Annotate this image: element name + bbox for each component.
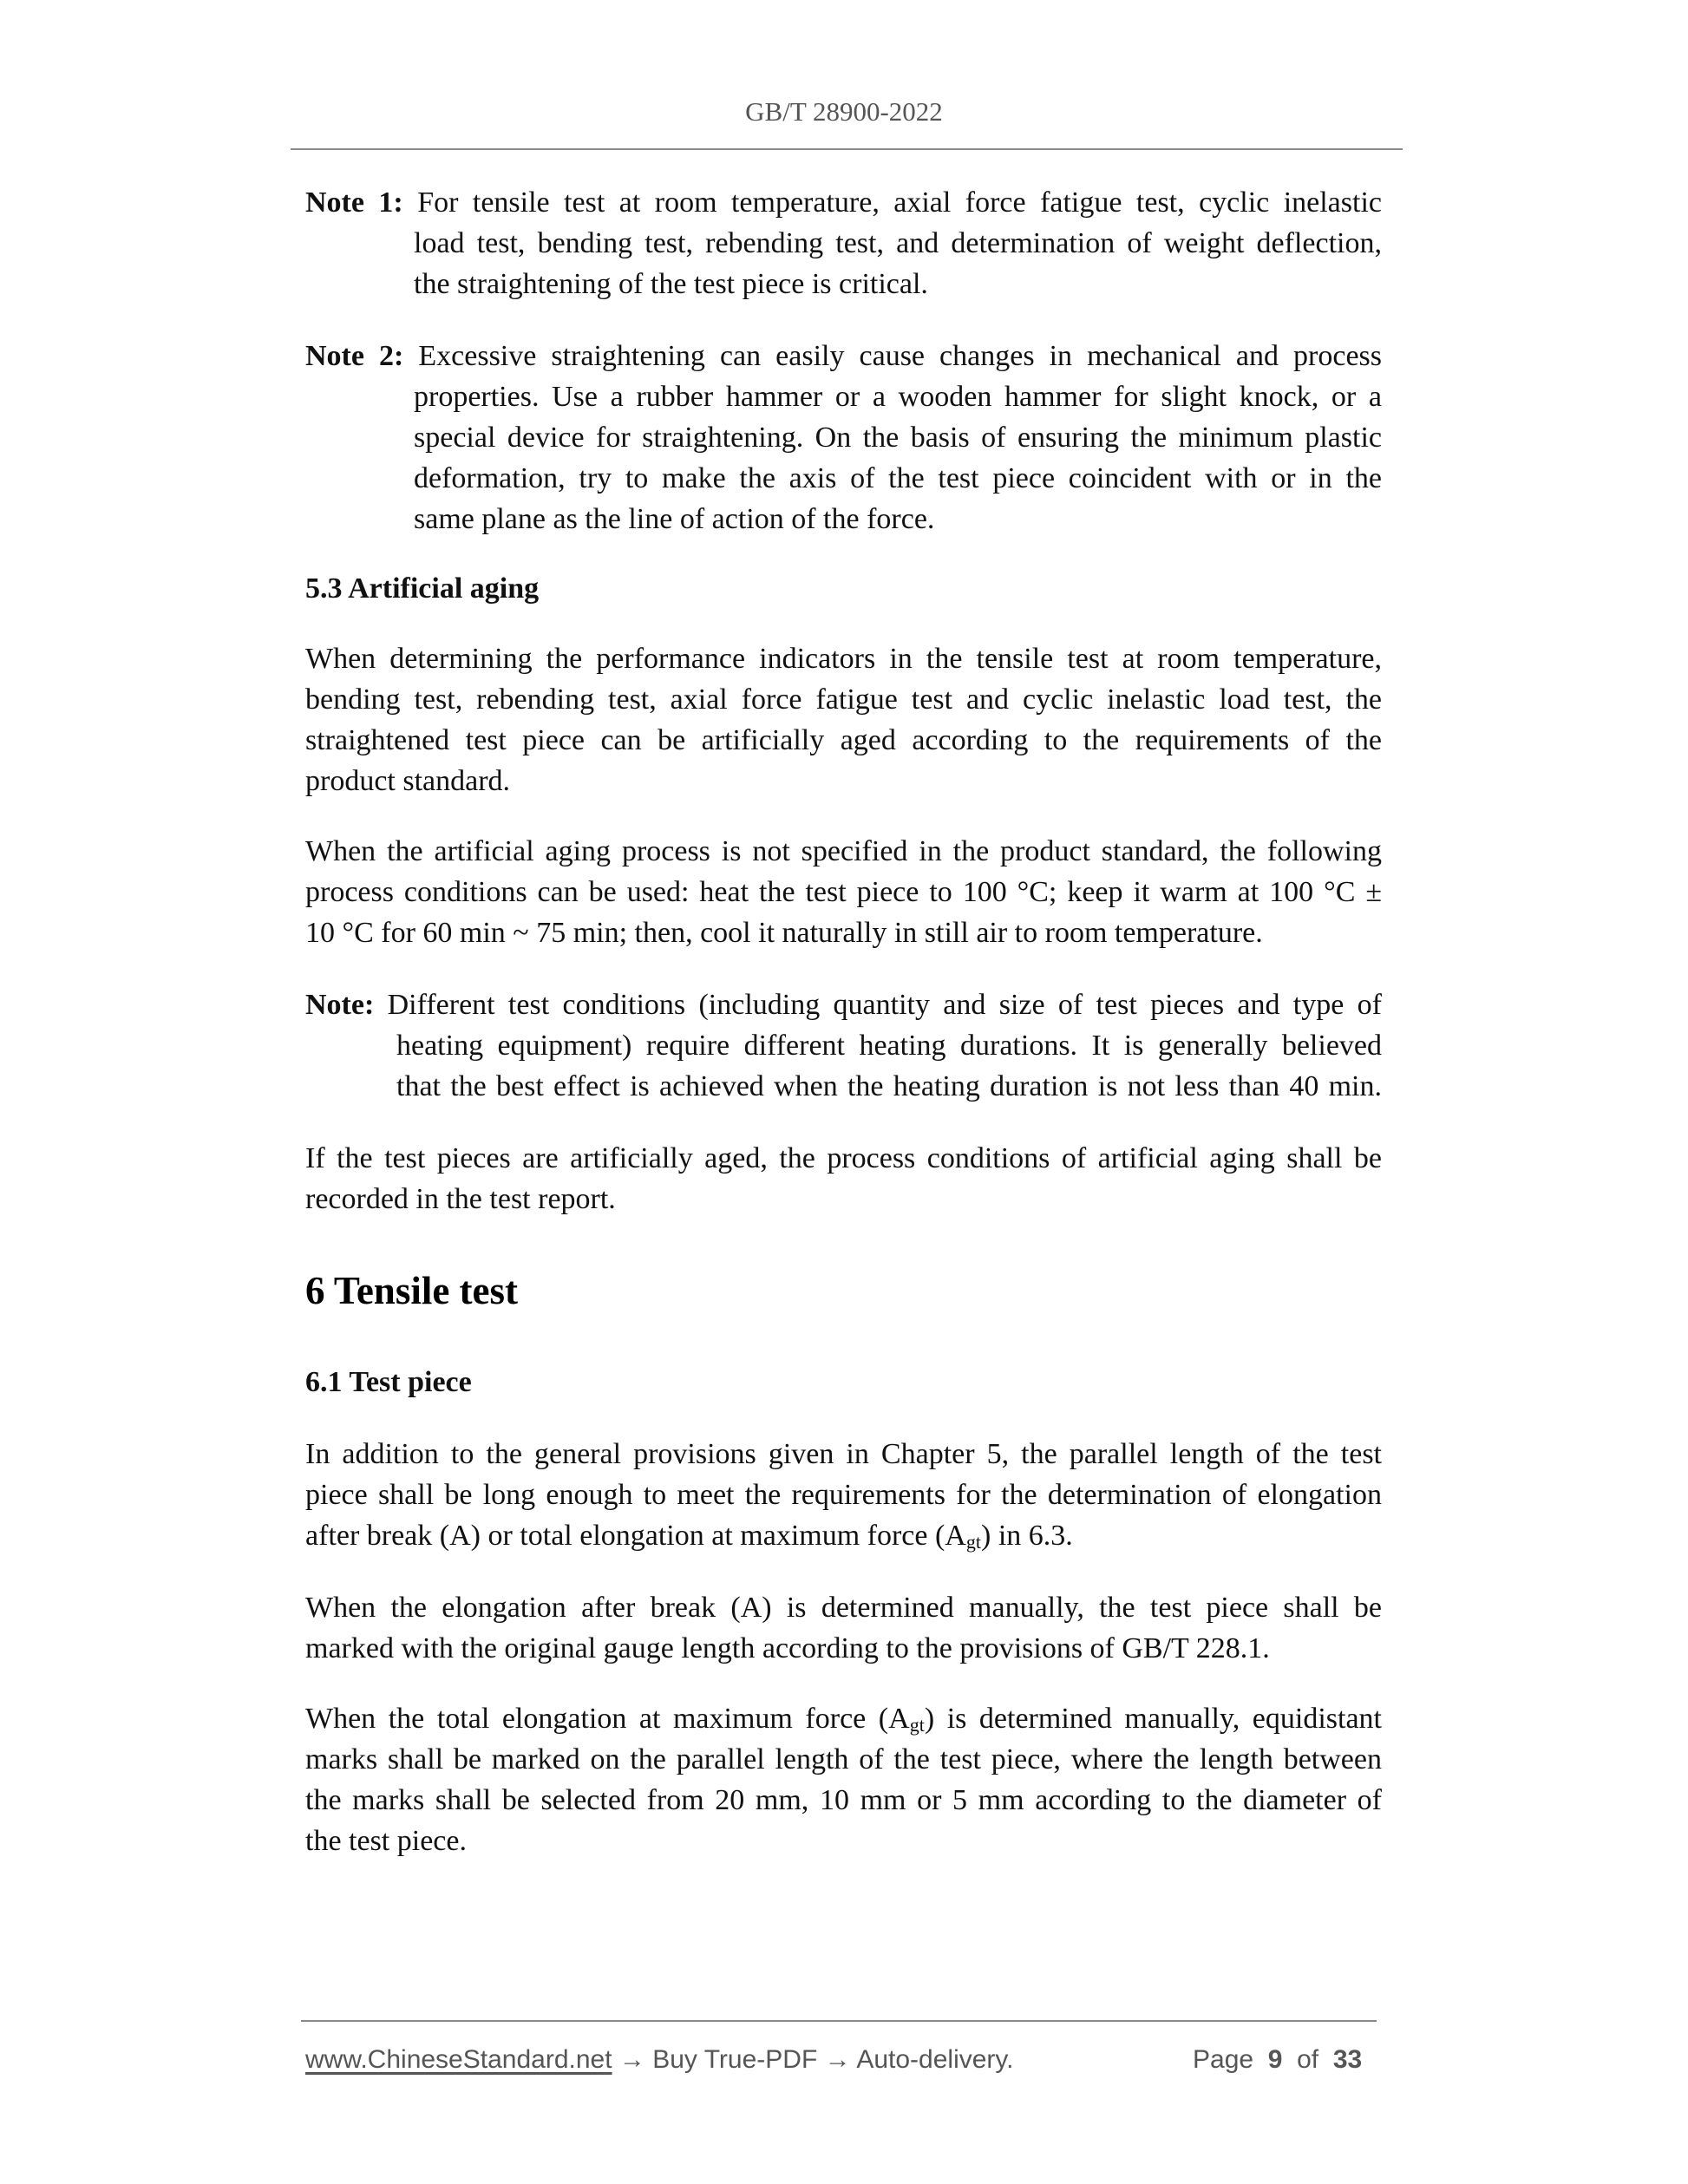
s53-p1-line-4: product standard. xyxy=(305,765,511,797)
footer-left xyxy=(305,2043,1014,2077)
header-divider xyxy=(291,148,1403,150)
s53-note-line-1: Note: Different test conditions (including quantity and size of test pieces and type of xyxy=(305,989,1382,1021)
note2-line-5: same plane as the line of action of the force. xyxy=(414,503,935,535)
s61-p3-line-1: When the total elongation at maximum force $(A_{gt})$ is determined manually, equidistant xyxy=(305,1703,1382,1736)
section-6-heading: 6 Tensile test xyxy=(305,1269,519,1312)
s53-note-label: Note: xyxy=(305,989,375,1021)
s53-note-line-2: heating equipment) require different heating durations. It is generally believed xyxy=(396,1030,1382,1062)
note1-line-3: the straightening of the test piece is critical. xyxy=(414,268,928,300)
section-5-3-heading: 5.3 Artificial aging xyxy=(305,572,540,605)
s61-p2-line-2: marked with the original gauge length according to the provisions of GB/T 228.1. xyxy=(305,1632,1270,1664)
s53-p3-line-1: If the test pieces are artificially aged, the process conditions of artificial aging shall be xyxy=(305,1142,1382,1174)
page-total: 33 xyxy=(1332,2045,1363,2074)
s53-note-line-3: that the best effect is achieved when the heating duration is not less than 40 min. xyxy=(396,1070,1382,1102)
subscript-gt: gt xyxy=(909,1714,925,1736)
s61-p1-line-3: after break (A) or total elongation at maximum force $(A_{gt})$ in 6.3. xyxy=(305,1520,1073,1553)
arrow-right-icon: → xyxy=(824,2045,851,2074)
page-number: 9 xyxy=(1267,2045,1283,2074)
s61-p3-line-3: the marks shall be selected from 20 mm, 10 mm or 5 mm according to the diameter of xyxy=(305,1784,1382,1816)
s61-p1-line-2: piece shall be long enough to meet the requirements for the determination of elongation xyxy=(305,1479,1382,1511)
note2-line-2: properties. Use a rubber hammer or a wooden hammer for slight knock, or a xyxy=(414,381,1382,413)
note1-line-1: Note 1: For tensile test at room temperature, axial force fatigue test, cyclic inelastic xyxy=(305,186,1382,219)
of-label: of xyxy=(1297,2045,1319,2074)
s53-p3-line-2: recorded in the test report. xyxy=(305,1183,616,1215)
note2-line-3: special device for straightening. On the basis of ensuring the minimum plastic xyxy=(414,422,1382,454)
subscript-gt: gt xyxy=(965,1531,981,1553)
page-header-title: GB/T 28900-2022 xyxy=(745,96,943,127)
arrow-right-icon: → xyxy=(618,2045,645,2074)
s61-p2-line-1: When the elongation after break (A) is determined manually, the test piece shall be xyxy=(305,1592,1382,1624)
s61-p3-line-4: the test piece. xyxy=(305,1825,467,1857)
s61-p1-line-1: In addition to the general provisions given in Chapter 5, the parallel length of the test xyxy=(305,1438,1382,1470)
note2-line-4: deformation, try to make the axis of the test piece coincident with or in the xyxy=(414,462,1382,494)
s61-p3-line-2: marks shall be marked on the parallel length of the test piece, where the length between xyxy=(305,1743,1382,1775)
s53-p1-line-2: bending test, rebending test, axial force fatigue test and cyclic inelastic load test, the xyxy=(305,683,1382,716)
section-6-1-heading: 6.1 Test piece xyxy=(305,1366,472,1398)
page-label: Page xyxy=(1193,2045,1254,2074)
s53-p1-line-1: When determining the performance indicators in the tensile test at room temperature, xyxy=(305,643,1382,675)
footer-divider xyxy=(301,2020,1377,2022)
note2-label: Note 2: xyxy=(305,340,404,372)
s53-p2-line-3: 10 °C for 60 min ~ 75 min; then, cool it naturally in still air to room temperature. xyxy=(305,917,1263,949)
buy-true-pdf-text: Buy True-PDF xyxy=(652,2045,818,2074)
s53-p2-line-2: process conditions can be used: heat the test piece to 100 °C; keep it warm at 100 °C ± xyxy=(305,876,1382,908)
note2-line-1: Note 2: Excessive straightening can easily cause changes in mechanical and process xyxy=(305,340,1383,372)
chinesestandard-link[interactable]: www.ChineseStandard.net xyxy=(305,2045,612,2074)
note1-line-2: load test, bending test, rebending test, and determination of weight deflection, xyxy=(414,227,1382,259)
s53-p1-line-3: straightened test piece can be artificially aged according to the requirements of the xyxy=(305,724,1382,756)
s53-p2-line-1: When the artificial aging process is not specified in the product standard, the following xyxy=(305,835,1382,867)
note1-label: Note 1: xyxy=(305,186,403,219)
page-indicator xyxy=(1193,2043,1362,2077)
auto-delivery-text: Auto-delivery. xyxy=(856,2045,1014,2074)
